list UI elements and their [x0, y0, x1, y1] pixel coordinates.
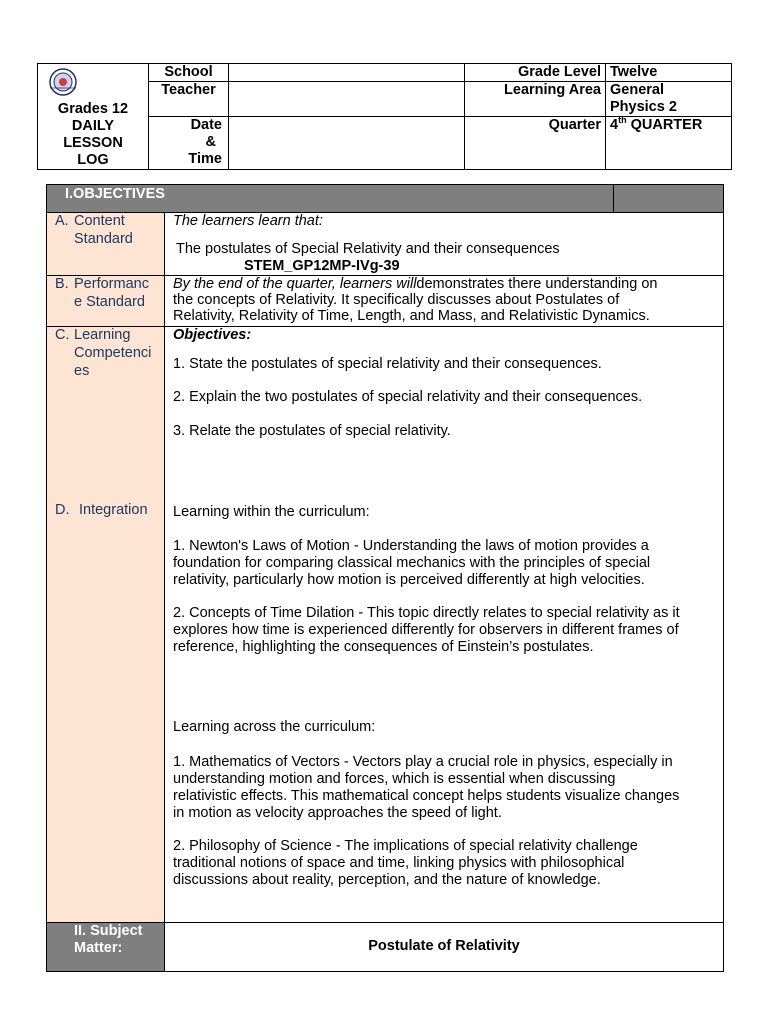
- school-logo-cell: [38, 64, 149, 170]
- school-value: [229, 64, 465, 82]
- competencies-label-3: es: [74, 363, 90, 379]
- across-item-2-line-3: discussions about reality, perception, and the nature of knowledge.: [173, 872, 601, 888]
- performance-standard-label-1: Performanc: [74, 276, 149, 292]
- subject-matter-value: Postulate of Relativity: [368, 938, 520, 954]
- grades-text: Grades 12: [57, 101, 129, 117]
- objective-3: 3. Relate the postulates of special relativity.: [173, 423, 451, 439]
- competencies-label-cell: [47, 327, 165, 922]
- within-curriculum-heading: Learning within the curriculum:: [173, 504, 370, 520]
- school-label: School: [149, 64, 229, 82]
- competencies-content: [165, 327, 723, 922]
- subject-matter-label-2: Matter:: [74, 940, 123, 956]
- log-text: LOG: [77, 152, 109, 168]
- integration-letter: D.: [55, 502, 70, 518]
- date-label: Date: [190, 117, 222, 134]
- subject-matter-label-cell: [47, 923, 165, 971]
- objectives-subheading: Objectives:: [173, 327, 252, 343]
- content-standard-intro: The learners learn that:: [173, 213, 323, 229]
- content-standard-code: STEM_GP12MP-IVg-39: [244, 258, 400, 274]
- ampersand-label: &: [205, 134, 216, 151]
- performance-standard-italic: By the end of the quarter, learners will: [173, 276, 417, 292]
- performance-standard-letter: B.: [55, 276, 69, 292]
- content-standard-label-1: Content: [74, 213, 125, 229]
- quarter-label: Quarter: [465, 117, 606, 170]
- objective-2: 2. Explain the two postulates of special relativity and their consequences.: [173, 389, 643, 405]
- across-item-2: [173, 838, 638, 889]
- subject-matter-row: [47, 923, 723, 971]
- within-item-2: [173, 605, 680, 656]
- subject-matter-label-1: II. Subject: [74, 923, 143, 939]
- within-item-2-line-1: 2. Concepts of Time Dilation - This topic directly relates to special relativity as it: [173, 605, 680, 621]
- quarter-number: 4: [610, 117, 619, 134]
- across-item-2-line-2: traditional notions of space and time, linking physics with philosophical: [173, 855, 625, 871]
- competencies-label-1: Learning: [74, 327, 131, 343]
- competencies-label-2: Competenci: [74, 345, 152, 361]
- within-item-2-line-2: explores how time is experienced differently for observers in different frames of: [173, 622, 679, 638]
- objectives-heading-row: [47, 185, 723, 213]
- learning-area-label: Learning Area: [465, 82, 606, 117]
- objectives-heading: I.OBJECTIVES: [65, 186, 165, 202]
- lesson-text: LESSON: [63, 135, 123, 151]
- across-curriculum-heading: Learning across the curriculum:: [173, 719, 376, 735]
- content-standard-text: The postulates of Special Relativity and their consequences: [176, 241, 560, 257]
- across-item-1: [173, 754, 679, 822]
- across-item-1-line-3: relativistic effects. This mathematical concept helps students visualize changes: [173, 788, 680, 804]
- subject-matter-content: [165, 923, 723, 971]
- learning-area-value: [606, 82, 732, 117]
- date-time-label: [149, 117, 229, 170]
- performance-standard-content: [165, 276, 723, 326]
- content-standard-label-2: Standard: [74, 231, 133, 247]
- across-item-1-line-1: 1. Mathematics of Vectors - Vectors play a crucial role in physics, especially in: [173, 754, 673, 770]
- quarter-value: [606, 117, 732, 170]
- performance-standard-label-2: e Standard: [74, 294, 145, 310]
- content-standard-label-cell: [47, 213, 165, 275]
- grade-level-label: Grade Level: [465, 64, 606, 82]
- objectives-table: [46, 184, 724, 972]
- performance-standard-line-3: Relativity, Relativity of Time, Length, and Mass, and Relativistic Dynamics.: [173, 308, 650, 324]
- daily-text: DAILY: [71, 118, 115, 134]
- performance-standard-line-1: [173, 276, 657, 293]
- within-item-1-line-3: relativity, particularly how motion is perceived differently at high velocities.: [173, 572, 645, 588]
- date-time-value: [229, 117, 465, 170]
- objective-1: 1. State the postulates of special relativity and their consequences.: [173, 356, 602, 372]
- teacher-label: Teacher: [149, 82, 229, 117]
- integration-label: Integration: [79, 502, 148, 518]
- performance-standard-rest: demonstrates there understanding on: [416, 276, 658, 292]
- across-item-2-line-1: 2. Philosophy of Science - The implications of special relativity challenge: [173, 838, 638, 854]
- performance-standard-line-2: the concepts of Relativity. It specifically discusses about Postulates of: [173, 292, 620, 308]
- content-standard-letter: A.: [55, 213, 69, 229]
- performance-standard-label-cell: [47, 276, 165, 326]
- within-item-1-line-1: 1. Newton's Laws of Motion - Understanding the laws of motion provides a: [173, 538, 649, 554]
- quarter-word: QUARTER: [630, 117, 703, 134]
- teacher-value: [229, 82, 465, 117]
- quarter-suffix: th: [618, 115, 627, 126]
- heading-divider: [613, 185, 614, 212]
- across-item-1-line-4: in motion as velocity approaches the speed of light.: [173, 805, 502, 821]
- within-item-1-line-2: foundation for comparing classical mechanics with the principles of special: [173, 555, 651, 571]
- performance-standard-row: [47, 276, 723, 327]
- competencies-integration-row: [47, 327, 723, 923]
- competencies-letter: C.: [55, 327, 70, 343]
- content-standard-content: [165, 213, 723, 275]
- within-item-2-line-3: reference, highlighting the consequences of Einstein’s postulates.: [173, 639, 594, 655]
- grade-level-value: Twelve: [606, 64, 732, 82]
- learning-area-value-line-1: General: [610, 82, 664, 99]
- within-item-1: [173, 538, 650, 589]
- content-standard-row: [47, 213, 723, 276]
- across-item-1-line-2: understanding motion and forces, which is essential when discussing: [173, 771, 616, 787]
- time-label: Time: [188, 151, 222, 168]
- header-table: [37, 63, 732, 170]
- learning-area-value-line-2: Physics 2: [610, 99, 677, 116]
- deped-seal-icon: [46, 68, 80, 96]
